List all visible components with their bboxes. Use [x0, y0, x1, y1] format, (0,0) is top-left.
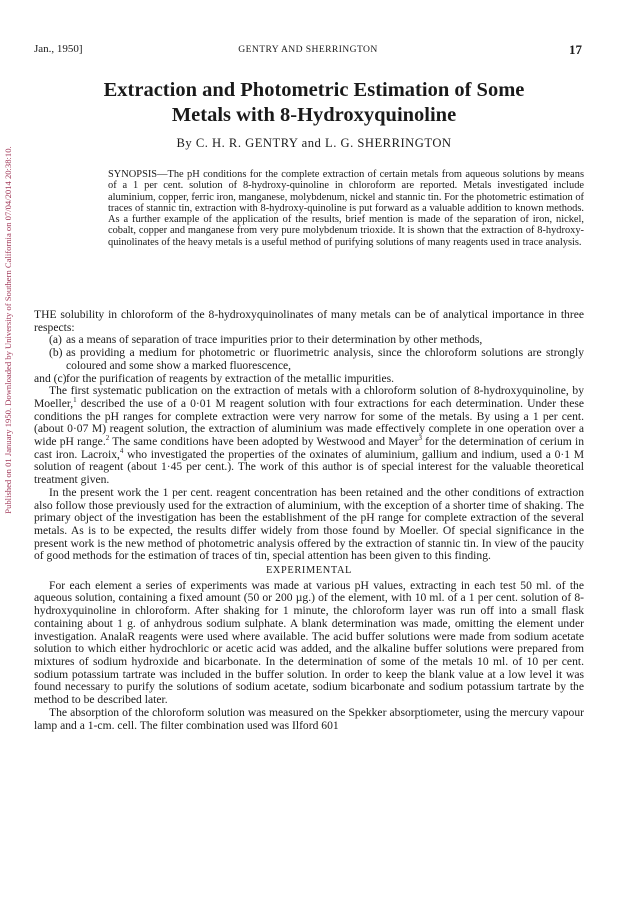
list-text: as providing a medium for photometric or fluorimetric analysis, since the chloroform solutions are strongly coloured and some show a marked fluorescence, [66, 346, 584, 372]
text-run: The same conditions have been adopted by Westwood and Mayer [109, 435, 419, 449]
reference-1: 1 [73, 395, 77, 404]
reference-4: 4 [119, 446, 124, 455]
text-run: The first systematic publication on the extraction of metals with a chloroform solution of 8-hydroxyquinoline, by Moeller, [34, 384, 584, 410]
reference-2: 2 [105, 434, 110, 443]
list-label: (a) [49, 333, 62, 347]
page-number: 17 [569, 42, 582, 57]
article-body [34, 309, 584, 732]
list-label: (b) [49, 346, 63, 360]
paragraph-procedure: For each element a series of experiments was made at various pH values, extracting in each test 50 ml. of the aqueous solution, containing a fixed amount (50 or 200 µg.) of the element, with 10 ml. of a 1 per cent. solution of 8-hydroxyquinoline in chloroform. After shaking for 1 minute, the chloroform layer was run off into a small flask containing about 1 g. of anhydrous sodium sulphate. A blank determination was made, omitting the element under investigation. AnalaR reagents were used where available. The acid buffer solutions were made from sodium acetate solution to which either hydrochloric or acetic acid was added, and the alkaline buffer solutions were prepared from mixtures of sodium hydroxide and bicarbonate. In the determination of some of the metals 10 ml. of 10 per cent. sodium potassium tartrate was included in the buffer solution. In order to keep the blank value at a low level it was found necessary to purify the solutions of sodium acetate, sodium bicarbonate and sodium potassium tartrate by the method to be described later. [34, 578, 584, 707]
list-item-c [34, 373, 584, 386]
section-heading-experimental: EXPERIMENTAL [265, 565, 353, 577]
reference-3: 3 [418, 434, 422, 443]
title-line-2: Metals with 8-Hydroxyquinoline [171, 104, 457, 126]
article-title [40, 78, 588, 128]
intro-paragraph: THE solubility in chloroform of the 8-hydroxyquinolinates of many metals can be of analytical importance in three respects: [34, 308, 584, 334]
list-text: for the purification of reagents by extraction of the metallic impurities. [66, 371, 395, 385]
paragraph-present-work: In the present work the 1 per cent. reagent concentration has been retained and the other conditions of extraction also follow those previously used for the extraction of aluminium, with the exception of a shorter time of shaking. The primary object of the investigation has been the establishment of the pH range for complete extraction of the several metals. As is to be expected, the results differ widely from those found by Moeller. Of special significance in the present work is the new method of photometric analysis offered by the extraction of stannic tin. In view of the paucity of good methods for the estimation of traces of tin, special attention has been given to this finding. [34, 485, 584, 563]
list-label: and (c) [34, 371, 67, 385]
list-text: as a means of separation of trace impurities prior to their determination by other methods, [66, 333, 483, 347]
synopsis: SYNOPSIS—The pH conditions for the complete extraction of certain metals from aqueous solutions by means of a 1 per cent. solution of 8-hydroxy-quinoline in chloroform are reported. Metals investigated include aluminium, copper, ferric iron, manganese, molybdenum, nickel and stannic tin. For the photometric estimation of traces of stannic tin, extraction with 8-hydroxy-quinoline is put forward as a valuable addition to known methods. As a further example of the application of the results, brief mention is made of the separation of iron, nickel, cobalt, copper and manganese from very pure molybdenum trioxide. It is shown that the extraction of 8-hydroxy-quinolinates of the heavy metals is a useful method of purifying solutions of many reagents used in trace analysis. [108, 169, 584, 248]
download-note: Published on 01 January 1950. Downloaded by University of Southern California on 07/04/2014 20:38:10. [3, 146, 13, 514]
running-header [34, 43, 582, 57]
header-running-title: GENTRY AND SHERRINGTON [238, 44, 378, 55]
header-date: Jan., 1950] [34, 43, 83, 55]
text-run: who investigated the properties of the oxinates of aluminium, gallium and indium, used a 0·1 M solution of reagent (about 1·45 per cent.). The work of this author is of special interest for the valuable theoretical treatment given. [34, 447, 585, 487]
text-run: for the determination of cerium in cast iron. Lacroix, [34, 435, 585, 461]
download-watermark [1, 70, 15, 590]
paragraph-moeller [34, 385, 584, 487]
text-run: described the use of a 0·01 M reagent solution with four extractions for each determination. Under these conditions the pH ranges for complete extraction were very narrow for some of the metals. By using a 1 per cent. (about 0·07 M) reagent solution, the extraction of aluminium was made effectively complete in one operation over a wide pH range. [34, 396, 584, 449]
author-line: By C. H. R. GENTRY and L. G. SHERRINGTON [176, 136, 452, 150]
title-line-1: Extraction and Photometric Estimation of Some [103, 79, 525, 101]
paragraph-absorption: The absorption of the chloroform solution was measured on the Spekker absorptiometer, using the mercury vapour lamp and a 1-cm. cell. The filter combination used was Ilford 601 [34, 705, 584, 732]
list-item-b [34, 347, 584, 372]
